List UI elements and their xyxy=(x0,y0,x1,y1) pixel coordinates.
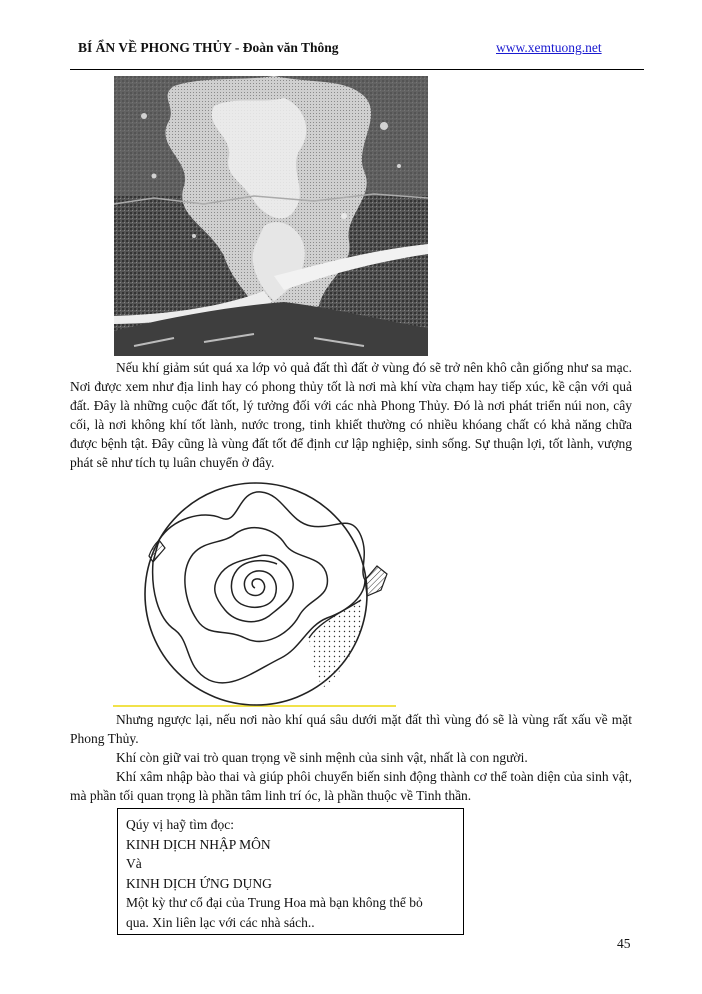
volcano-eruption-photo xyxy=(114,76,428,356)
notice-line-5: Một kỳ thư cổ đại của Trung Hoa mà bạn không thể bỏ xyxy=(126,895,423,910)
paragraph-2: Nhưng ngược lại, nếu nơi nào khí quá sâu dưới mặt đất thì vùng đó sẽ là vùng rất xấu về mặt Phong Thủy. xyxy=(70,712,632,746)
notice-line-2: KINH DỊCH NHẬP MÔN xyxy=(126,836,271,852)
header-divider xyxy=(70,69,644,70)
book-notice-box xyxy=(117,808,464,935)
paragraph-4: Khí xâm nhập bào thai và giúp phôi chuyển biến sinh động thành cơ thể toàn diện của sinh vật, mà phần tối quan trọng là phần tâm linh trí óc, là phần thuộc về Tinh thần. xyxy=(70,769,632,803)
page-number: 45 xyxy=(617,936,631,951)
concentric-contour-sketch xyxy=(113,470,396,708)
notice-line-3: Và xyxy=(126,856,142,871)
paragraph-1: Nếu khí giảm sút quá xa lớp vỏ quả đất thì đất ở vùng đó sẽ trở nên khô cằn giống như sa mạc. Nơi được xem như địa linh hay có phong thủy tốt là nơi mà khí vừa chạm hay tiếp xúc, kề cận với quả đất. Đây là những cuộc đất tốt, lý tưởng đối với các nhà Phong Thủy. Đó là nơi phát triển núi non, cây cối, là nơi không khí tốt lành, nước trong, tinh khiết thường có nhiều khóang chất có khả năng chữa được bệnh tật. Đây cũng là vùng đất tốt để định cư lập nghiệp, sinh sống. Sự thuận lợi, tốt lành, vượng phát sẽ như tích tụ luân chuyển ở đây. xyxy=(70,360,632,470)
notice-line-4: KINH DỊCH ỨNG DỤNG xyxy=(126,875,272,891)
header-title: BÍ ẨN VỀ PHONG THỦY - Đoàn văn Thông xyxy=(78,40,339,55)
notice-line-6: qua. Xin liên lạc với các nhà sách.. xyxy=(126,914,315,930)
paragraph-3: Khí còn giữ vai trò quan trọng về sinh mệnh của sinh vật, nhất là con người. xyxy=(116,750,528,765)
notice-line-1: Qúy vị haỹ tìm đọc: xyxy=(126,817,234,832)
website-link[interactable]: www.xemtuong.net xyxy=(496,40,602,55)
